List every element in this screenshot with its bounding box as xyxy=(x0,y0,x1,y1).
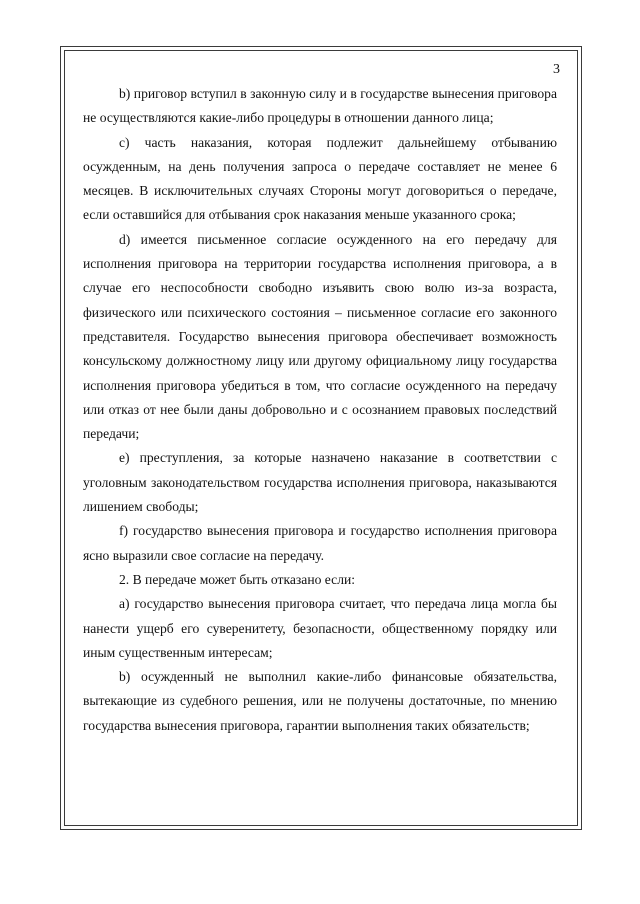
paragraph-item-d: d) имеется письменное согласие осужденного на его передачу для исполнения приговора на территории государства исполнения приговора, а в случае его неспособности свободно изъявить свою волю из-за возраста, физического или психического состояния – письменное согласие его законного представителя. Государство вынесения приговора обеспечивает возможность консульскому должностному лицу или другому официальному лицу государства исполнения приговора убедиться в том, что согласие осужденного на передачу или отказ от нее были даны добровольно и с осознанием правовых последствий передачи; xyxy=(83,231,557,442)
paragraph-clause-2: 2. В передаче может быть отказано если: xyxy=(119,571,356,587)
page-number: 3 xyxy=(553,62,560,77)
paragraph-item-f: f) государство вынесения приговора и государство исполнения приговора ясно выразили свое согласие на передачу. xyxy=(83,523,557,563)
document-body xyxy=(83,82,557,738)
paragraph-item-b: b) приговор вступил в законную силу и в государстве вынесения приговора не осуществляются какие-либо процедуры в отношении данного лица; xyxy=(83,86,557,126)
paragraph-item-c: c) часть наказания, которая подлежит дальнейшему отбыванию осужденным, на день получения запроса о передаче составляет не менее 6 месяцев. В исключительных случаях Стороны могут договориться о передаче, если оставшийся для отбывания срок наказания меньше указанного срока; xyxy=(83,134,557,223)
paragraph-refusal-a: a) государство вынесения приговора считает, что передача лица могла бы нанести ущерб его суверенитету, безопасности, общественному порядку или иным существенным интересам; xyxy=(83,596,557,660)
paragraph-item-e: e) преступления, за которые назначено наказание в соответствии с уголовным законодательством государства исполнения приговора, наказываются лишением свободы; xyxy=(83,450,557,515)
paragraph-refusal-b: b) осужденный не выполнил какие-либо финансовые обязательства, вытекающие из судебного решения, или не получены достаточные, по мнению государства вынесения приговора, гарантии выполнения таких обязательств; xyxy=(83,669,557,733)
